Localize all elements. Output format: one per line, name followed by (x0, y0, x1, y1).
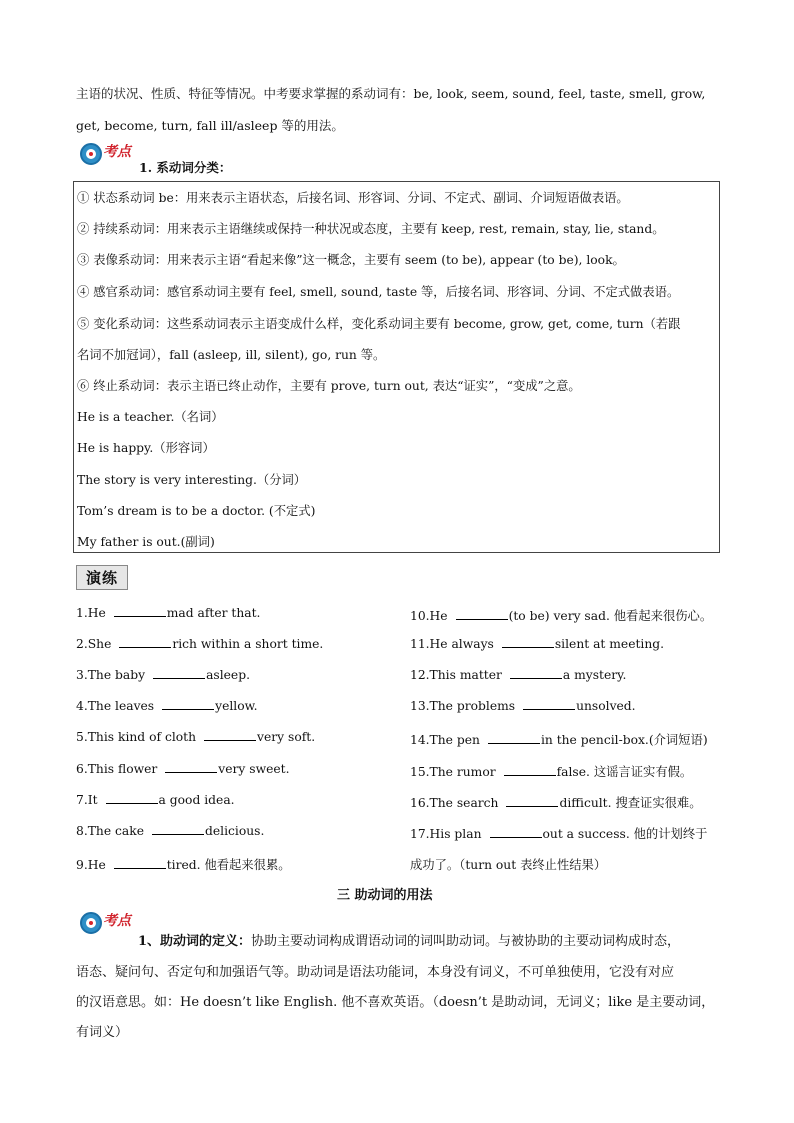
exercise-item: 9.He tired. 他看起来很累。 (76, 858, 291, 872)
answer-blank[interactable] (165, 762, 217, 773)
exercise-item: 4.The leaves yellow. (76, 699, 258, 713)
answer-blank[interactable] (152, 824, 204, 835)
answer-blank[interactable] (502, 637, 554, 648)
answer-blank[interactable] (106, 793, 158, 804)
practice-label: 演练 (76, 565, 128, 590)
exercise-item: 8.The cake delicious. (76, 824, 265, 838)
kaodian-badge (80, 143, 131, 165)
example-sentence: The story is very interesting.（分词） (77, 473, 307, 487)
intro-line-1: 主语的状况、性质、特征等情况。中考要求掌握的系动词有：be, look, seem, sound, feel, taste, smell, grow, (76, 86, 706, 101)
copula-box (73, 181, 720, 553)
target-icon (80, 143, 102, 165)
box-row: ⑤ 变化系动词：这些系动词表示主语变成什么样，变化系动词主要有 become, grow, get, come, turn（若跟 (77, 317, 681, 331)
box-row: ③ 表像系动词：用来表示主语“看起来像”这一概念，主要有 seem (to be), appear (to be), look。 (77, 253, 625, 267)
example-sentence: My father is out.(副词) (77, 535, 215, 549)
box-row: ④ 感官系动词：感官系动词主要有 feel, smell, sound, taste 等，后接名词、形容词、分词、不定式做表语。 (77, 285, 680, 299)
answer-blank[interactable] (204, 730, 256, 741)
answer-blank[interactable] (114, 858, 166, 869)
badge-label: 考点 (103, 144, 131, 160)
exercise-item: 13.The problems unsolved. (410, 699, 636, 713)
aux-definition-line-1: 1、助动词的定义：协助主要动词构成谓语动词的词叫助动词。与被协助的主要动词构成时态， (138, 934, 681, 949)
box-row: ② 持续系动词：用来表示主语继续或保持一种状况或态度，主要有 keep, rest, remain, stay, lie, stand。 (77, 222, 665, 236)
exercise-item: 3.The baby asleep. (76, 668, 250, 682)
answer-blank[interactable] (114, 606, 166, 617)
answer-blank[interactable] (506, 796, 558, 807)
exercise-item: 14.The pen in the pencil-box.(介词短语) (410, 733, 708, 747)
section-title: 三 助动词的用法 (337, 888, 433, 903)
heading-copula-classification: 1. 系动词分类： (139, 160, 232, 175)
example-sentence: He is a teacher.（名词） (77, 410, 224, 424)
exercise-item: 16.The search difficult. 搜查证实很难。 (410, 796, 702, 810)
aux-definition-line-3: 的汉语意思。如：He doesn’t like English. 他不喜欢英语。（doesn’t 是助动词，无词义；like 是主要动词， (76, 995, 715, 1010)
kaodian-badge (80, 912, 131, 934)
aux-definition-line-4: 有词义） (76, 1025, 129, 1040)
target-icon (80, 912, 102, 934)
example-sentence: He is happy.（形容词） (77, 441, 215, 455)
answer-blank[interactable] (523, 699, 575, 710)
intro-line-2: get, become, turn, fall ill/asleep 等的用法。 (76, 118, 344, 133)
exercise-item: 7.It a good idea. (76, 793, 235, 807)
box-row: ⑥ 终止系动词：表示主语已终止动作，主要有 prove, turn out, 表达“证实”，“变成”之意。 (77, 379, 581, 393)
example-sentence: Tom’s dream is to be a doctor. (不定式) (77, 504, 316, 518)
exercise-item: 12.This matter a mystery. (410, 668, 627, 682)
exercise-item: 1.He mad after that. (76, 606, 261, 620)
answer-blank[interactable] (510, 668, 562, 679)
answer-blank[interactable] (490, 827, 542, 838)
exercise-item: 15.The rumor false. 这谣言证实有假。 (410, 765, 693, 779)
answer-blank[interactable] (162, 699, 214, 710)
answer-blank[interactable] (504, 765, 556, 776)
aux-definition-lead: 1、助动词的定义： (138, 934, 252, 949)
exercise-item: 10.He (to be) very sad. 他看起来很伤心。 (410, 609, 713, 623)
aux-definition-line-2: 语态、疑问句、否定句和加强语气等。助动词是语法功能词，本身没有词义，不可单独使用，它没有对应 (76, 965, 675, 980)
exercise-17-continued: 成功了。（turn out 表终止性结果） (410, 858, 607, 872)
answer-blank[interactable] (488, 733, 540, 744)
box-row: 名词不加冠词），fall (asleep, ill, silent), go, run 等。 (77, 348, 386, 362)
answer-blank[interactable] (153, 668, 205, 679)
answer-blank[interactable] (119, 637, 171, 648)
exercise-item: 17.His plan out a success. 他的计划终于 (410, 827, 708, 841)
exercise-item: 11.He always silent at meeting. (410, 637, 665, 651)
badge-label: 考点 (103, 913, 131, 929)
exercise-item: 5.This kind of cloth very soft. (76, 730, 316, 744)
exercise-item: 2.She rich within a short time. (76, 637, 324, 651)
box-row: ① 状态系动词 be：用来表示主语状态，后接名词、形容词、分词、不定式、副词、介词短语做表语。 (77, 191, 629, 205)
exercise-item: 6.This flower very sweet. (76, 762, 290, 776)
answer-blank[interactable] (456, 609, 508, 620)
